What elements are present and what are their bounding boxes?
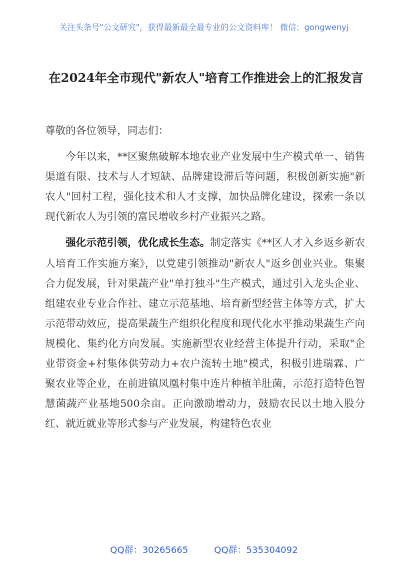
- promo-banner: 关注头条号"公文研究"，获得最新最全最专业的公文资料库！ 微信：gongwenyj: [59, 23, 349, 32]
- salutation: 尊敬的各位领导，同志们：: [45, 125, 169, 137]
- document-title: 在2024年全市现代"新农人"培育工作推进会上的汇报发言: [48, 71, 364, 85]
- document-body: [45, 121, 365, 434]
- intro-paragraph: 今年以来，**区聚焦破解本地农业产业发展中生产模式单一、销售渠道有限、技术与人才短缺、品牌建设滞后等问题，积极创新实施"新农人"回村工程，强化技术和人才支撑，加快品牌化建设，探索一条以现代新农人为引领的富民增收乡村产业振兴之路。: [45, 151, 365, 224]
- qq-group-1: QQ群：30265665: [110, 546, 189, 556]
- section-1-body: 制定落实《**区人才入乡返乡新农人培育工作实施方案》，以党建引领推动"新农人"返乡创业兴业。集聚合力促发展，针对果蔬产业"单打独斗"生产模式，通过引入龙头企业、组建农业专业合作社、建立示范基地、培育新型经营主体等方式，扩大示范带动效应，提高果蔬生产组织化程度和现代化水平推动果蔬生产向规模化、集约化方向发展。实施新型农业经营主体提升行动，采取"企业带资金+村集体供劳动力+农户流转土地"模式，积极引进瑞霖、广聚农业等企业，在前进镇凤凰村集中连片种植羊肚菌，示范打造特色智慧菌蔬产业基地500余亩。正向激励增动力，鼓励农民以土地入股分红、就近就业等形式参与产业发展，构建特色农业: [45, 237, 366, 431]
- section-1-paragraph: [45, 233, 365, 434]
- section-1-heading: 强化示范引领，优化成长生态。: [65, 237, 211, 250]
- qq-group-2: QQ群：535304092: [214, 546, 298, 556]
- footer-contacts: [0, 543, 408, 556]
